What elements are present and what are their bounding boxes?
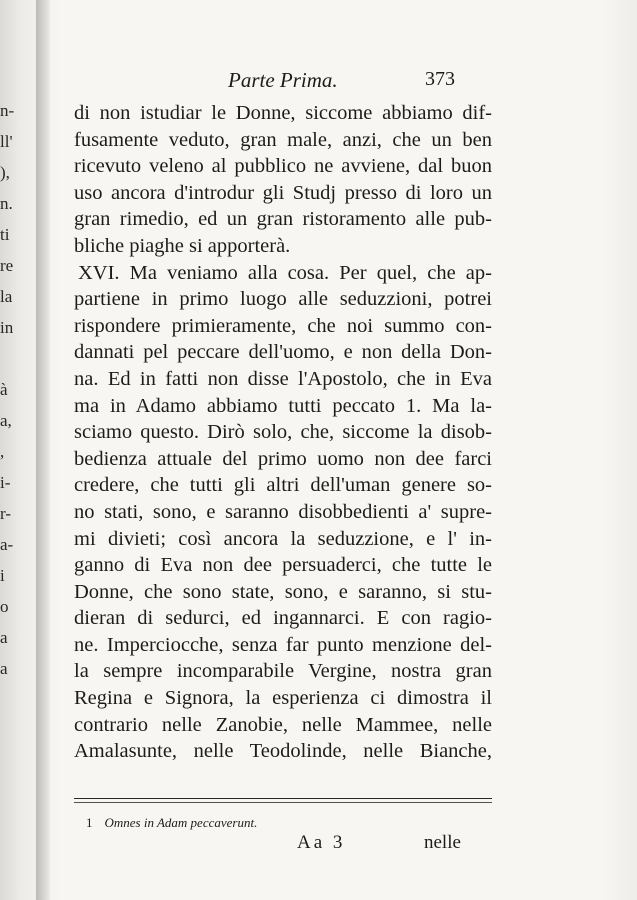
bleed-fragment: ll' bbox=[0, 132, 13, 151]
footnote-mark: 1 bbox=[86, 815, 93, 830]
text-line: Regina e Signora, la esperienza ci dimostra il bbox=[74, 687, 492, 710]
bleed-fragment: a, bbox=[0, 411, 12, 430]
bleed-fragment: a bbox=[0, 659, 8, 678]
body-text bbox=[74, 100, 492, 765]
text-line: mi divieti; così ancora la seduzzione, e l' in- bbox=[74, 527, 492, 550]
bleed-fragment: i- bbox=[0, 473, 11, 492]
text-line: na. Ed in fatti non disse l'Apostolo, che in Eva bbox=[74, 367, 492, 390]
bleed-fragment: a- bbox=[0, 535, 14, 554]
text-line: ricevuto veleno al pubblico ne avviene, dal buon bbox=[74, 155, 492, 178]
footnote-rule bbox=[74, 798, 492, 799]
bleed-fragment: o bbox=[0, 597, 9, 616]
bleed-fragment: à bbox=[0, 380, 8, 399]
bleed-fragment: r- bbox=[0, 504, 11, 523]
text-line: XVI. Ma veniamo alla cosa. Per quel, che ap- bbox=[78, 261, 492, 284]
bleed-fragment: la bbox=[0, 287, 13, 306]
bleed-fragment: re bbox=[0, 256, 14, 275]
text-line: Donne, che sono state, sono, e saranno, si stu- bbox=[74, 580, 492, 603]
gutter-shadow bbox=[36, 0, 50, 900]
bleed-fragment: i bbox=[0, 566, 5, 585]
text-line: bliche piaghe si apporterà. bbox=[74, 234, 291, 257]
bleed-fragment: n. bbox=[0, 194, 13, 213]
text-line: ma in Adamo abbiamo tutti peccato 1. Ma la- bbox=[74, 394, 492, 417]
footnote bbox=[86, 815, 486, 831]
bleed-fragment: ti bbox=[0, 225, 10, 244]
bleed-fragment: ), bbox=[0, 163, 10, 182]
text-line: sciamo questo. Dirò solo, che, siccome la disob- bbox=[74, 421, 492, 444]
bleed-fragment: n- bbox=[0, 101, 15, 120]
text-line: no stati, sono, e saranno disobbedienti a' supre- bbox=[74, 500, 492, 523]
text-line: la sempre incomparabile Vergine, nostra gran bbox=[74, 660, 492, 683]
text-line: bedienza attuale del primo uomo non dee farci bbox=[74, 447, 492, 470]
facing-page-bleed bbox=[0, 95, 16, 684]
text-line: Amalasunte, nelle Teodolinde, nelle Bianche, bbox=[74, 740, 492, 763]
text-line: dieran di sedurci, ed ingannarci. E con ragio- bbox=[74, 607, 492, 630]
footnote-text: Omnes in Adam peccaverunt. bbox=[104, 815, 258, 830]
text-line: rispondere primieramente, che noi summo con- bbox=[74, 314, 492, 337]
text-line: uso ancora d'introdur gli Studj presso di loro un bbox=[74, 181, 492, 204]
text-line: fusamente veduto, gran male, anzi, che un ben bbox=[74, 128, 492, 151]
text-line: ganno di Eva non dee persuaderci, che tutte le bbox=[74, 554, 492, 577]
text-line: credere, che tutti gli altri dell'uman genere so- bbox=[74, 474, 492, 497]
text-line: gran rimedio, ed un gran ristoramento alle pub- bbox=[74, 208, 492, 231]
bleed-fragment bbox=[0, 343, 16, 374]
bleed-fragment: in bbox=[0, 318, 14, 337]
text-line: di non istudiar le Donne, siccome abbiamo dif- bbox=[74, 102, 492, 124]
text-line: dannati pel peccare dell'uomo, e non della Don- bbox=[74, 341, 492, 364]
page-number: 373 bbox=[425, 68, 455, 90]
bleed-fragment: , bbox=[0, 442, 5, 461]
bleed-fragment: a bbox=[0, 628, 8, 647]
text-line: ne. Imperciocche, senza far punto menzione del- bbox=[74, 633, 492, 656]
running-head-title: Parte Prima. bbox=[228, 68, 338, 92]
footnote-rule-thin bbox=[74, 802, 492, 803]
signature-mark: Aa 3 bbox=[297, 832, 346, 853]
text-line: partiene in primo luogo alle seduzzioni, potrei bbox=[74, 288, 492, 311]
text-line: contrario nelle Zanobie, nelle Mammee, nelle bbox=[74, 713, 492, 736]
catchword: nelle bbox=[424, 832, 461, 853]
